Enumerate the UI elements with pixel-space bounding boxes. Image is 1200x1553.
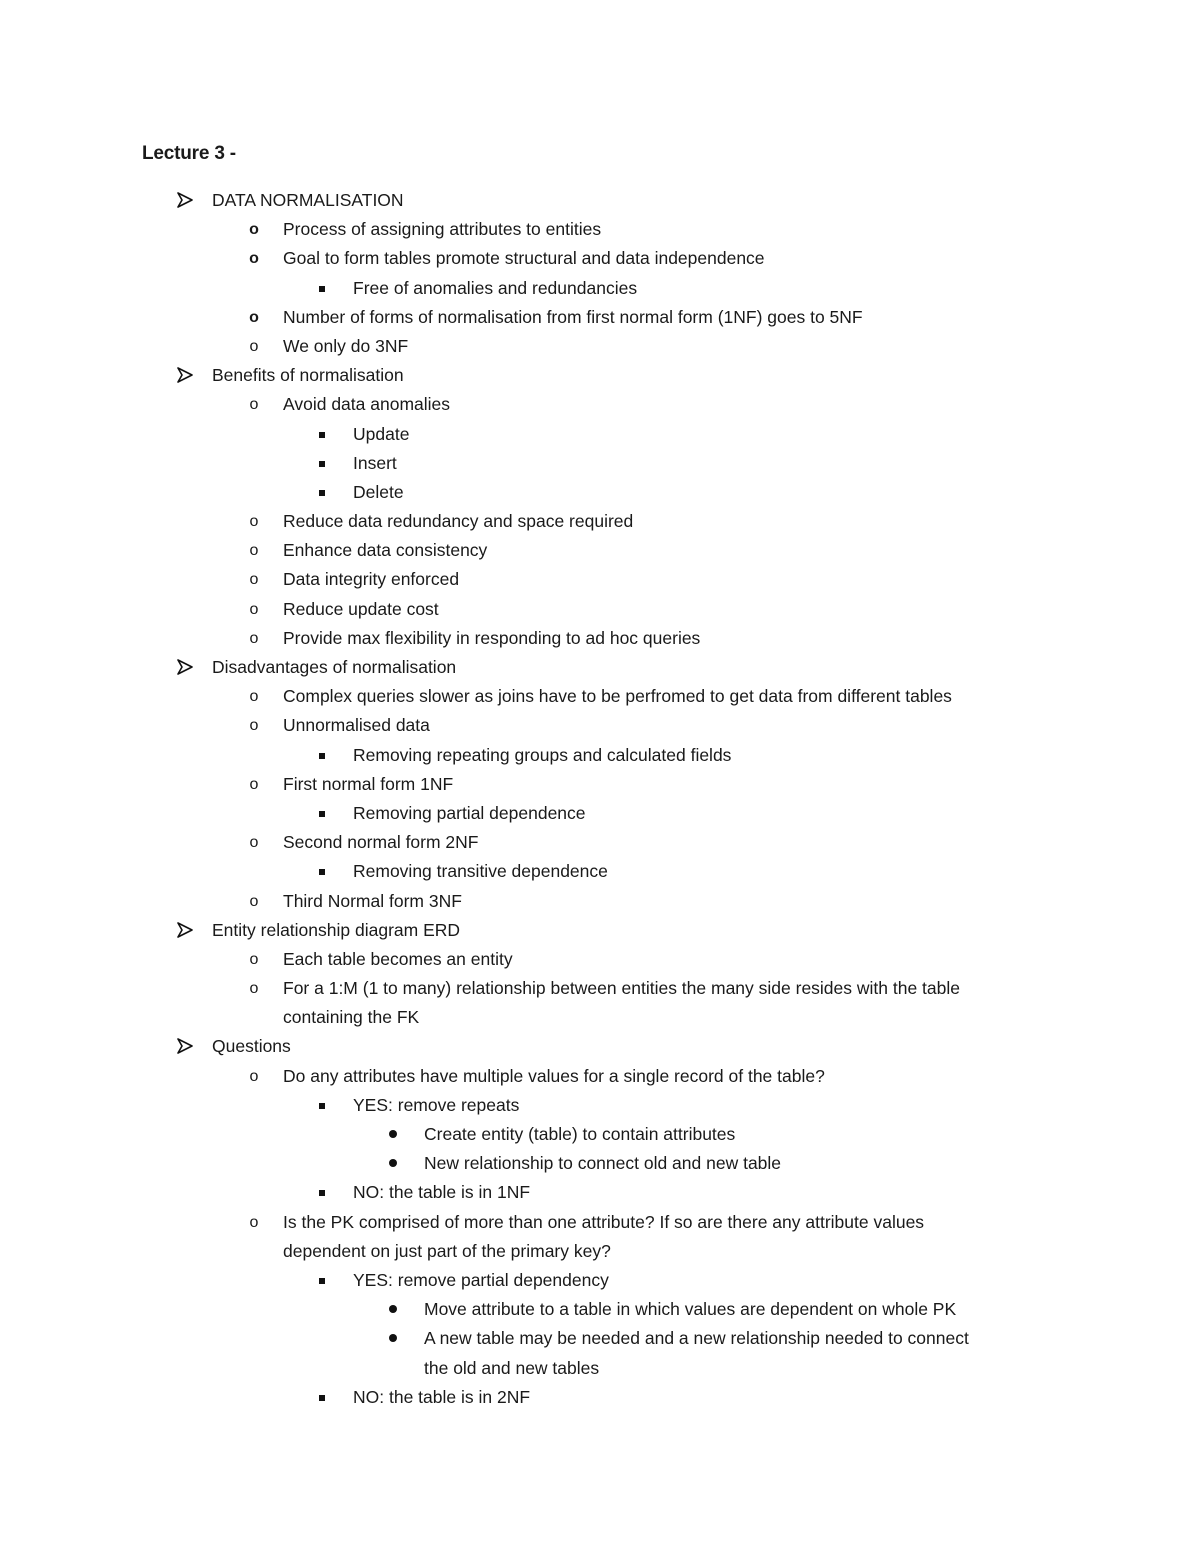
outline-item <box>0 215 1200 244</box>
square-bullet-icon <box>319 432 325 438</box>
outline-item-text: Unnormalised data <box>283 715 430 736</box>
outline-item <box>0 1178 1200 1207</box>
circle-bullet-icon: o <box>249 834 259 852</box>
outline-item-text: Delete <box>353 481 404 502</box>
circle-bullet-icon: o <box>249 308 259 326</box>
circle-bullet-icon: o <box>249 513 259 531</box>
arrow-bullet-icon <box>177 922 193 938</box>
outline-item <box>0 828 1200 857</box>
outline-item-text: YES: remove partial dependency <box>353 1269 609 1290</box>
outline-item <box>0 303 1200 332</box>
circle-bullet-icon: o <box>249 221 259 239</box>
outline-item <box>0 799 1200 828</box>
outline-item-text: Do any attributes have multiple values for a single record of the table? <box>283 1065 825 1086</box>
circle-bullet-icon: o <box>249 542 259 560</box>
circle-bullet-icon: o <box>249 775 259 793</box>
square-bullet-icon <box>319 1190 325 1196</box>
circle-bullet-icon: o <box>249 980 259 998</box>
outline-item-text: Is the PK comprised of more than one attribute? If so are there any attribute values <box>283 1211 925 1232</box>
outline-item <box>0 1149 1200 1178</box>
outline-item-text: DATA NORMALISATION <box>212 190 404 210</box>
outline-item-text: Goal to form tables promote structural and data independence <box>283 248 765 269</box>
outline-item <box>0 361 1200 390</box>
outline-item-text: Complex queries slower as joins have to be perfromed to get data from different tables <box>283 686 952 707</box>
outline-item-text: We only do 3NF <box>283 335 409 356</box>
circle-bullet-icon: o <box>249 396 259 414</box>
arrow-bullet-icon <box>177 659 193 675</box>
outline-item-text: Insert <box>353 452 397 473</box>
circle-bullet-icon: o <box>249 1067 259 1085</box>
square-bullet-icon <box>319 490 325 496</box>
dot-bullet-icon <box>389 1159 397 1167</box>
square-bullet-icon <box>319 753 325 759</box>
outline-item-text: Avoid data anomalies <box>283 394 451 415</box>
outline-item <box>0 974 1200 1003</box>
outline-item <box>0 449 1200 478</box>
outline-item <box>0 244 1200 273</box>
circle-bullet-icon: o <box>249 600 259 618</box>
outline-item <box>0 420 1200 449</box>
arrow-bullet-icon <box>177 192 193 208</box>
outline-item-text: Enhance data consistency <box>283 540 488 561</box>
outline-item <box>0 390 1200 419</box>
dot-bullet-icon <box>389 1334 397 1342</box>
outline-item <box>0 1354 1200 1383</box>
outline-item <box>0 1237 1200 1266</box>
outline-item-text: NO: the table is in 2NF <box>353 1386 531 1407</box>
outline-item <box>0 682 1200 711</box>
arrow-bullet-icon <box>177 1038 193 1054</box>
outline-item <box>0 332 1200 361</box>
outline-item-text: First normal form 1NF <box>283 773 454 794</box>
outline-item <box>0 186 1200 215</box>
circle-bullet-icon: o <box>249 717 259 735</box>
outline-item-text: Second normal form 2NF <box>283 832 479 853</box>
outline-item <box>0 857 1200 886</box>
outline-item <box>0 887 1200 916</box>
outline-item <box>0 1120 1200 1149</box>
outline-item <box>0 595 1200 624</box>
outline-item-text: Reduce update cost <box>283 598 439 619</box>
outline-item-text: NO: the table is in 1NF <box>353 1182 531 1203</box>
outline-item <box>0 1266 1200 1295</box>
outline-item <box>0 653 1200 682</box>
outline-item <box>0 274 1200 303</box>
outline-item <box>0 711 1200 740</box>
outline-item <box>0 1091 1200 1120</box>
square-bullet-icon <box>319 286 325 292</box>
outline-item-text: containing the FK <box>283 1007 420 1028</box>
outline-item-text: Third Normal form 3NF <box>283 890 462 911</box>
square-bullet-icon <box>319 811 325 817</box>
square-bullet-icon <box>319 1103 325 1109</box>
outline-item-text: Number of forms of normalisation from first normal form (1NF) goes to 5NF <box>283 306 863 327</box>
outline-item <box>0 565 1200 594</box>
outline-item <box>0 1324 1200 1353</box>
outline-item <box>0 1032 1200 1061</box>
outline-item <box>0 1383 1200 1412</box>
outline-item <box>0 1062 1200 1091</box>
outline-item-text: Free of anomalies and redundancies <box>353 277 638 298</box>
outline-item <box>0 770 1200 799</box>
outline-item <box>0 945 1200 974</box>
outline-item <box>0 1208 1200 1237</box>
outline-item-text: Provide max flexibility in responding to ad hoc queries <box>283 627 701 648</box>
outline-item <box>0 1295 1200 1324</box>
outline-item <box>0 916 1200 945</box>
outline-item-text: Benefits of normalisation <box>212 365 404 386</box>
outline-item-text: Removing partial dependence <box>353 802 586 823</box>
square-bullet-icon <box>319 869 325 875</box>
outline-item-text: Removing transitive dependence <box>353 861 608 882</box>
outline-item <box>0 507 1200 536</box>
outline-item-text: Data integrity enforced <box>283 569 460 590</box>
outline-item-text: Reduce data redundancy and space required <box>283 511 634 532</box>
outline-item-text: Move attribute to a table in which values are dependent on whole PK <box>424 1299 957 1320</box>
outline-item-text: Entity relationship diagram ERD <box>212 919 461 940</box>
outline-item-text: Update <box>353 423 410 444</box>
square-bullet-icon <box>319 1278 325 1284</box>
outline-item-text: YES: remove repeats <box>353 1094 520 1115</box>
square-bullet-icon <box>319 461 325 467</box>
circle-bullet-icon: o <box>249 950 259 968</box>
outline-item-text: Create entity (table) to contain attributes <box>424 1124 736 1144</box>
circle-bullet-icon: o <box>249 688 259 706</box>
outline-item-text: Disadvantages of normalisation <box>212 657 457 677</box>
dot-bullet-icon <box>389 1305 397 1313</box>
outline-item-text: Process of assigning attributes to entities <box>283 219 602 240</box>
circle-bullet-icon: o <box>249 892 259 910</box>
outline-item-text: Removing repeating groups and calculated fields <box>353 744 732 765</box>
outline-item-text: A new table may be needed and a new relationship needed to connect <box>424 1328 969 1349</box>
outline-item-text: For a 1:M (1 to many) relationship between entities the many side resides with the table <box>283 978 961 999</box>
dot-bullet-icon <box>389 1130 397 1138</box>
circle-bullet-icon: o <box>249 629 259 647</box>
outline-item-text: the old and new tables <box>424 1357 600 1378</box>
outline-item <box>0 536 1200 565</box>
square-bullet-icon <box>319 1395 325 1401</box>
notes-outline <box>0 186 1200 1412</box>
circle-bullet-icon: o <box>249 250 259 268</box>
outline-item <box>0 478 1200 507</box>
circle-bullet-icon: o <box>249 571 259 589</box>
outline-item <box>0 741 1200 770</box>
outline-item <box>0 1003 1200 1032</box>
outline-item-text: New relationship to connect old and new table <box>424 1153 782 1174</box>
page-title: Lecture 3 - <box>142 143 236 164</box>
arrow-bullet-icon <box>177 367 193 383</box>
outline-item-text: Each table becomes an entity <box>283 948 513 969</box>
outline-item-text: Questions <box>212 1036 291 1057</box>
outline-item-text: dependent on just part of the primary key? <box>283 1240 611 1261</box>
outline-item <box>0 624 1200 653</box>
circle-bullet-icon: o <box>249 337 259 355</box>
circle-bullet-icon: o <box>249 1213 259 1231</box>
